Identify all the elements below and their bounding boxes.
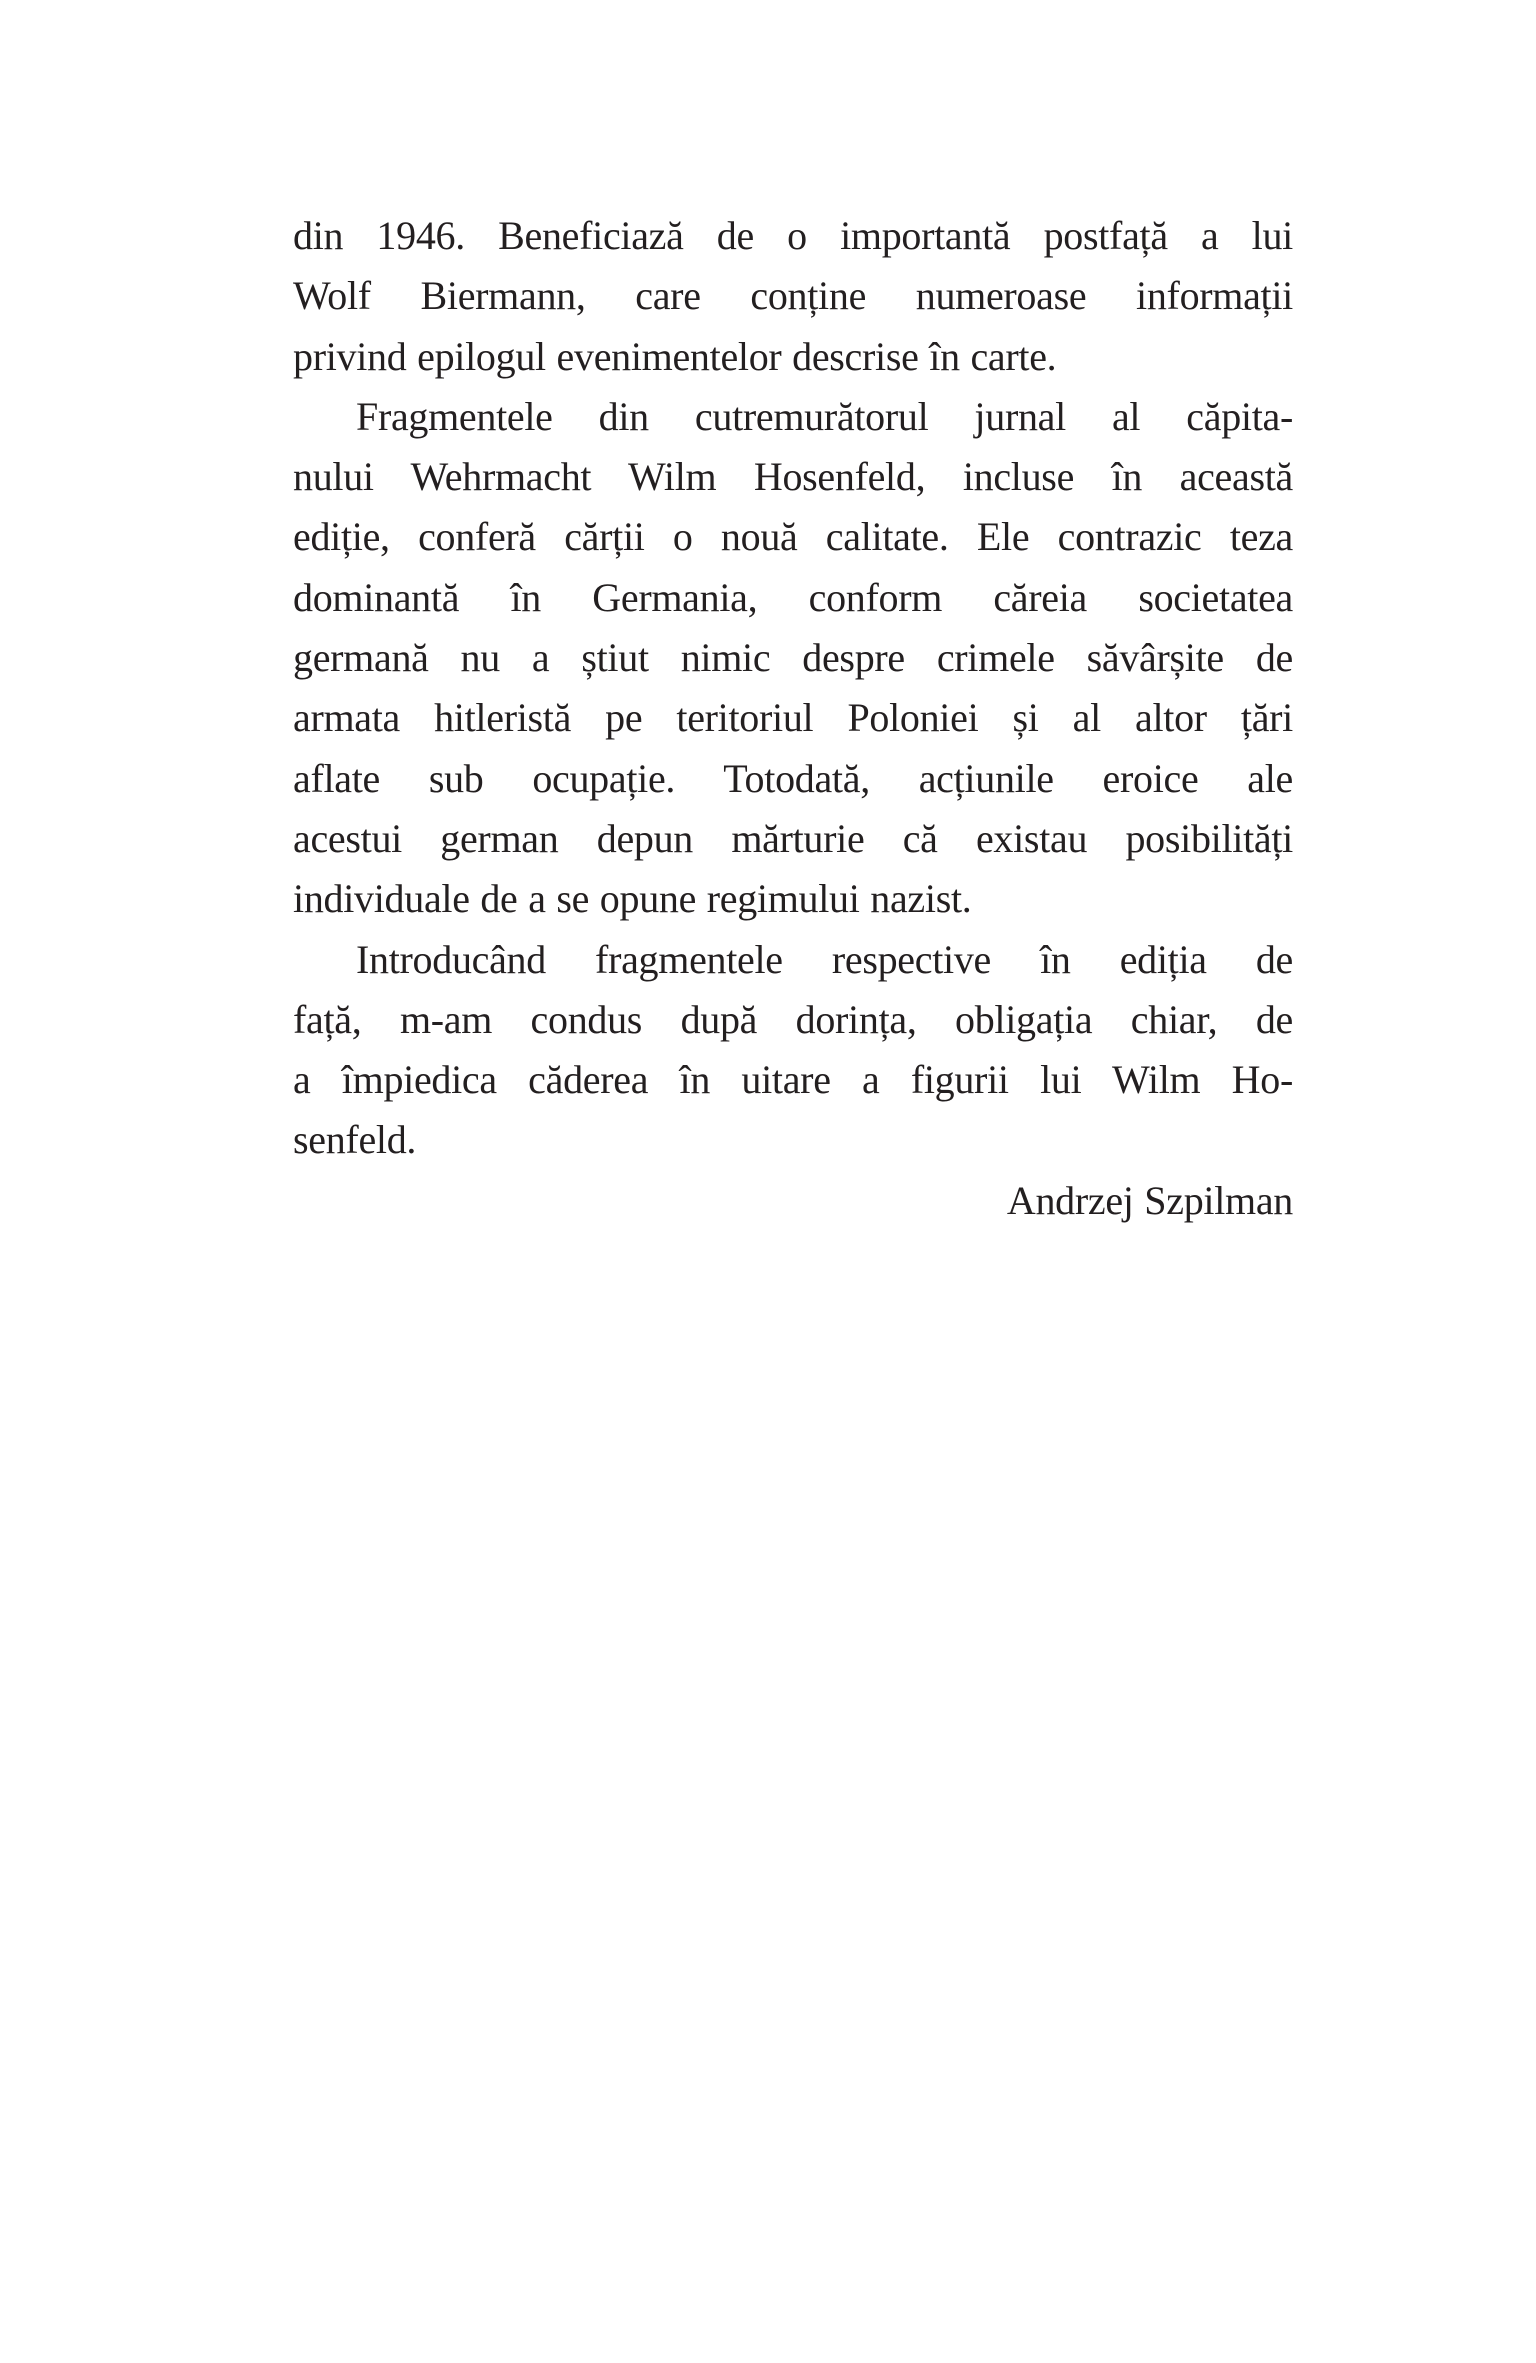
text-line: ediție, conferă cărții o nouă calitate. Ele contrazic teza <box>293 514 1293 560</box>
text-line: față, m-am condus după dorința, obligația chiar, de <box>293 996 1293 1042</box>
paragraph-2 <box>293 387 1293 930</box>
text-line: din 1946. Beneficiază de o importantă postfață a lui <box>293 213 1293 258</box>
author-signature: Andrzej Szpilman <box>1006 1177 1293 1223</box>
text-line: senfeld. <box>293 1117 417 1163</box>
paragraph-3 <box>293 930 1293 1171</box>
page-body <box>293 206 1293 1231</box>
text-line: privind epilogul evenimentelor descrise în carte. <box>293 333 1057 379</box>
text-line: Wolf Biermann, care conține numeroase informații <box>293 273 1293 319</box>
text-line: a împiedica căderea în uitare a figurii lui Wilm Ho- <box>293 1057 1293 1103</box>
text-line: germană nu a știut nimic despre crimele săvârșite de <box>293 635 1293 681</box>
text-line: armata hitleristă pe teritoriul Poloniei și al altor țări <box>293 695 1293 741</box>
text-line: Fragmentele din cutremurătorul jurnal al căpita- <box>356 393 1293 439</box>
text-line: individuale de a se opune regimului nazist. <box>293 876 972 922</box>
text-line: dominantă în Germania, conform căreia societatea <box>293 574 1293 620</box>
text-line: acestui german depun mărturie că existau posibilități <box>293 815 1293 861</box>
text-line: Introducând fragmentele respective în ediția de <box>356 936 1293 982</box>
paragraph-1 <box>293 206 1293 387</box>
text-line: nului Wehrmacht Wilm Hosenfeld, incluse în această <box>293 454 1293 500</box>
text-line: aflate sub ocupație. Totodată, acțiunile eroice ale <box>293 755 1293 801</box>
